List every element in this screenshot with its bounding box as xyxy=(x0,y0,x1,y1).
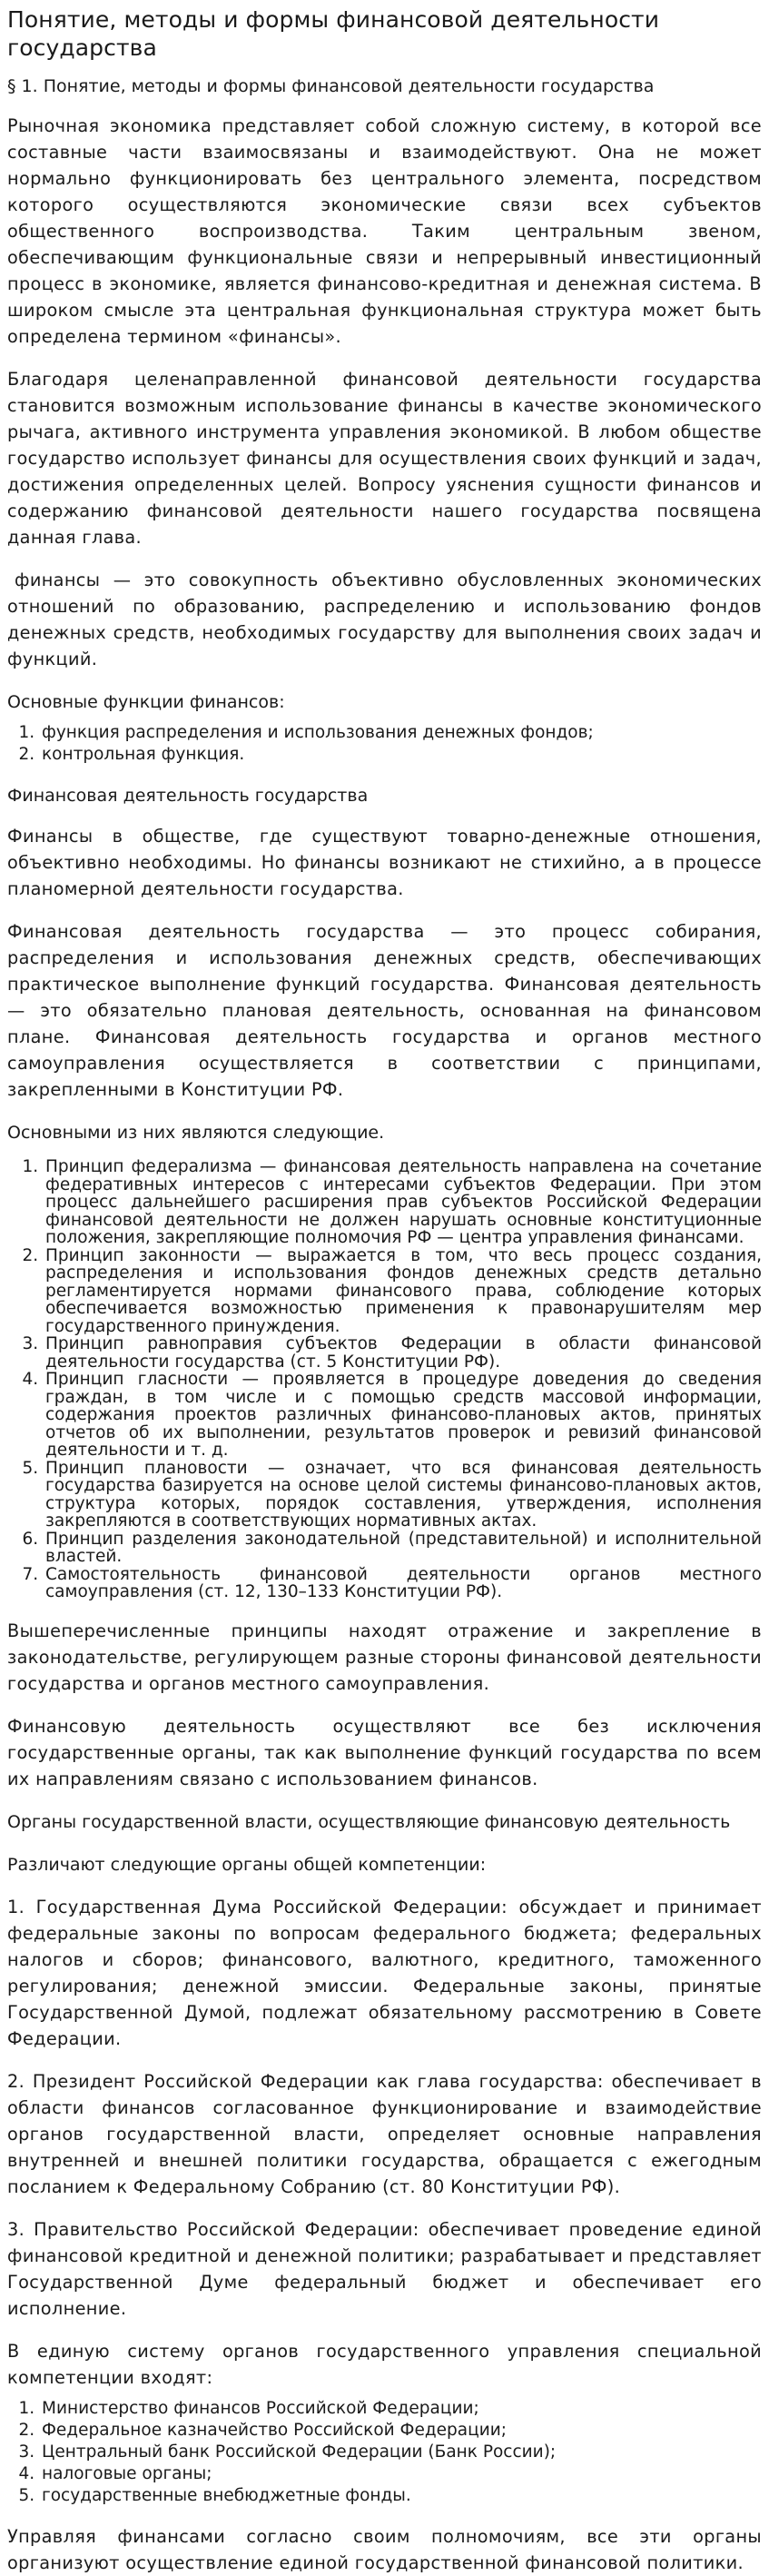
list-item: 1. Принцип федерализма — финансовая деятельность направлена на сочетание федеративных интересов с интересами субъектов Федерации. При этом процесс дальнейшего расширения прав субъектов Российской Федерации финансовой деятельности не должен нарушать основные конституционные положения, закрепляющие полномочия РФ — центра управления финансами. xyxy=(44,1158,762,1247)
list-item: 1. Министерство финансов Российской Федерации; xyxy=(40,2398,762,2420)
special-competence-list xyxy=(7,2398,762,2507)
functions-heading: Основные функции финансов: xyxy=(7,692,285,712)
closing-paragraph: Управляя финансами согласно своим полномочиям, все эти органы организуют осуществление единой государственной финансовой политики. xyxy=(7,2525,762,2573)
intro-paragraph-1: Рыночная экономика представляет собой сложную систему, в которой все составные части взаимосвязаны и взаимодействуют. Она не может нормально функционировать без центрального элемента, посредством которого осуществляются экономические связи всех субъектов общественного воспроизводства. Таким центральным звеном, обеспечивающим функциональные связи и непрерывный инвестиционный процесс в экономике, является финансово-кредитная и денежная система. В широком смысле эта центральная функциональная структура может быть определена термином «финансы». xyxy=(7,115,762,347)
fin-activity-paragraph-2: Финансовая деятельность государства — это процесс собирания, распределения и использования денежных средств, обеспечивающих практическое выполнение функций государства. Финансовая деятельность — это обязательно плановая деятельность, основанная на финансовом плане. Финансовая деятельность государства и органов местного самоуправления осуществляется в соответствии с принципами, закрепленными в Конституции РФ. xyxy=(7,921,762,1100)
principles-list xyxy=(7,1158,762,1601)
list-item: 3. Принцип равноправия субъектов Федерации в области финансовой деятельности государства (ст. 5 Конституции РФ). xyxy=(44,1335,762,1371)
list-item: 2. Принцип законности — выражается в том, что весь процесс создания, распределения и использования фондов денежных средств детально регламентируется нормами финансового права, соблюдение которых обеспечивается возможностью применения к правонарушителям мер государственного принуждения. xyxy=(44,1247,762,1336)
fin-activity-heading: Финансовая деятельность государства xyxy=(7,786,369,806)
general-competence-president: 2. Президент Российской Федерации как глава государства: обеспечивает в области финансов согласованное функционирование и взаимодействие органов государственной власти, определяет основные направления внутренней и внешней политики государства, обращается с ежегодным посланием к Федеральному Собранию (ст. 80 Конституции РФ). xyxy=(7,2070,762,2197)
list-item: 4. налоговые органы; xyxy=(40,2463,762,2485)
principles-heading: Основными из них являются следующие. xyxy=(7,1123,385,1143)
list-item: 1. функция распределения и использования денежных фондов; xyxy=(40,722,762,744)
intro-paragraph-3: финансы — это совокупность объективно обусловленных экономических отношений по образованию, распределению и использованию фондов денежных средств, необходимых государству для выполнения своих задач и функций. xyxy=(7,570,762,669)
section-title: § 1. Понятие, методы и формы финансовой деятельности государства xyxy=(7,76,655,96)
after-principles-paragraph-2: Финансовую деятельность осуществляют все без исключения государственные органы, так как выполнение функций государства по всем их направлениям связано с использованием финансов. xyxy=(7,1715,762,1789)
intro-paragraph-2: Благодаря целенаправленной финансовой деятельности государства становится возможным использование финансы в качестве экономического рычага, активного инструмента управления экономикой. В любом обществе государство использует финансы для осуществления своих функций и задач, достижения определенных целей. Вопросу уяснения сущности финансов и содержанию финансовой деятельности нашего государства посвящена данная глава. xyxy=(7,369,762,548)
list-item: 2. контрольная функция. xyxy=(40,744,762,766)
list-item: 6. Принцип разделения законодательной (представительной) и исполнительной властей. xyxy=(44,1531,762,1566)
functions-list xyxy=(7,722,762,766)
general-competence-heading: Различают следующие органы общей компетенции: xyxy=(7,1854,487,1875)
special-competence-heading: В единую систему органов государственного управления специальной компетенции входят: xyxy=(7,2340,762,2388)
fin-activity-paragraph-1: Финансы в обществе, где существуют товарно-денежные отношения, объективно необходимы. Но финансы возникают не стихийно, а в процессе планомерной деятельности государства. xyxy=(7,826,762,899)
organs-heading: Органы государственной власти, осуществляющие финансовую деятельность xyxy=(7,1811,731,1832)
list-item: 4. Принцип гласности — проявляется в процедуре доведения до сведения граждан, в том числе и с помощью средств массовой информации, содержания проектов различных финансово-плановых актов, принятых отчетов об их выполнении, результатов проверок и ревизий финансовой деятельности и т. д. xyxy=(44,1371,762,1460)
list-item: 2. Федеральное казначейство Российской Федерации; xyxy=(40,2420,762,2442)
after-principles-paragraph-1: Вышеперечисленные принципы находят отражение и закрепление в законодательстве, регулирующем разные стороны финансовой деятельности государства и органов местного самоуправления. xyxy=(7,1620,762,1694)
general-competence-duma: 1. Государственная Дума Российской Федерации: обсуждает и принимает федеральные законы по вопросам федерального бюджета; федеральных налогов и сборов; финансового, валютного, кредитного, таможенного регулирования; денежной эмиссии. Федеральные законы, принятые Государственной Думой, подлежат обязательному рассмотрению в Совете Федерации. xyxy=(7,1896,762,2049)
list-item: 5. государственные внебюджетные фонды. xyxy=(40,2485,762,2507)
list-item: 3. Центральный банк Российской Федерации (Банк России); xyxy=(40,2442,762,2463)
list-item: 7. Самостоятельность финансовой деятельности органов местного самоуправления (ст. 12, 130–133 Конституции РФ). xyxy=(44,1566,762,1601)
list-item: 5. Принцип плановости — означает, что вся финансовая деятельность государства базируется на основе целой системы финансово-плановых актов, структура которых, порядок составления, утверждения, исполнения закрепляются в соответствующих нормативных актах. xyxy=(44,1460,762,1531)
general-competence-government: 3. Правительство Российской Федерации: обеспечивает проведение единой финансовой кредитной и денежной политики; разрабатывает и представляет Государственной Думе федеральный бюджет и обеспечивает его исполнение. xyxy=(7,2218,762,2319)
page-title: Понятие, методы и формы финансовой деятельности государства xyxy=(7,6,660,61)
